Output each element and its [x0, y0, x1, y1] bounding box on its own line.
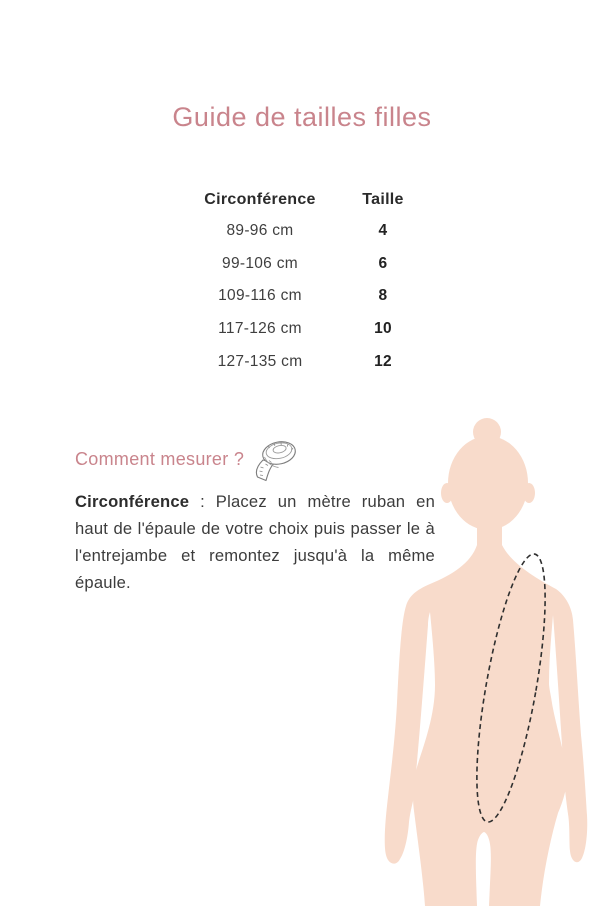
circumference-value: 127-135 cm [217, 352, 303, 370]
table-row [180, 313, 426, 346]
silhouette-body [385, 518, 588, 906]
table-row [180, 248, 426, 281]
circumference-value: 89-96 cm [226, 222, 294, 240]
measuring-tape-icon [250, 436, 298, 484]
page-title: Guide de tailles filles [172, 102, 432, 133]
col-header-circumference: Circonférence [204, 191, 316, 208]
how-to-measure-heading: Comment mesurer ? [75, 449, 245, 469]
circumference-value: 117-126 cm [218, 320, 302, 338]
instruction-body: : Placez un mètre ruban en haut de l'épaule de votre choix puis passer le à l'entrejambe et remontez jusqu'à la même épaule. [75, 492, 435, 592]
table-row [180, 280, 426, 313]
size-value: 6 [378, 254, 388, 272]
size-value: 8 [378, 287, 388, 305]
size-table [180, 185, 426, 378]
size-table-header-row [180, 185, 426, 215]
table-row [180, 215, 426, 248]
instruction-term: Circonférence [75, 492, 190, 511]
size-value: 10 [374, 320, 392, 338]
col-header-size: Taille [362, 191, 404, 208]
size-value: 12 [374, 352, 392, 370]
size-value: 4 [378, 222, 388, 240]
silhouette-head [448, 436, 528, 530]
circumference-value: 109-116 cm [218, 287, 302, 305]
circumference-value: 99-106 cm [222, 254, 298, 272]
table-row [180, 345, 426, 378]
girl-silhouette [370, 415, 604, 906]
